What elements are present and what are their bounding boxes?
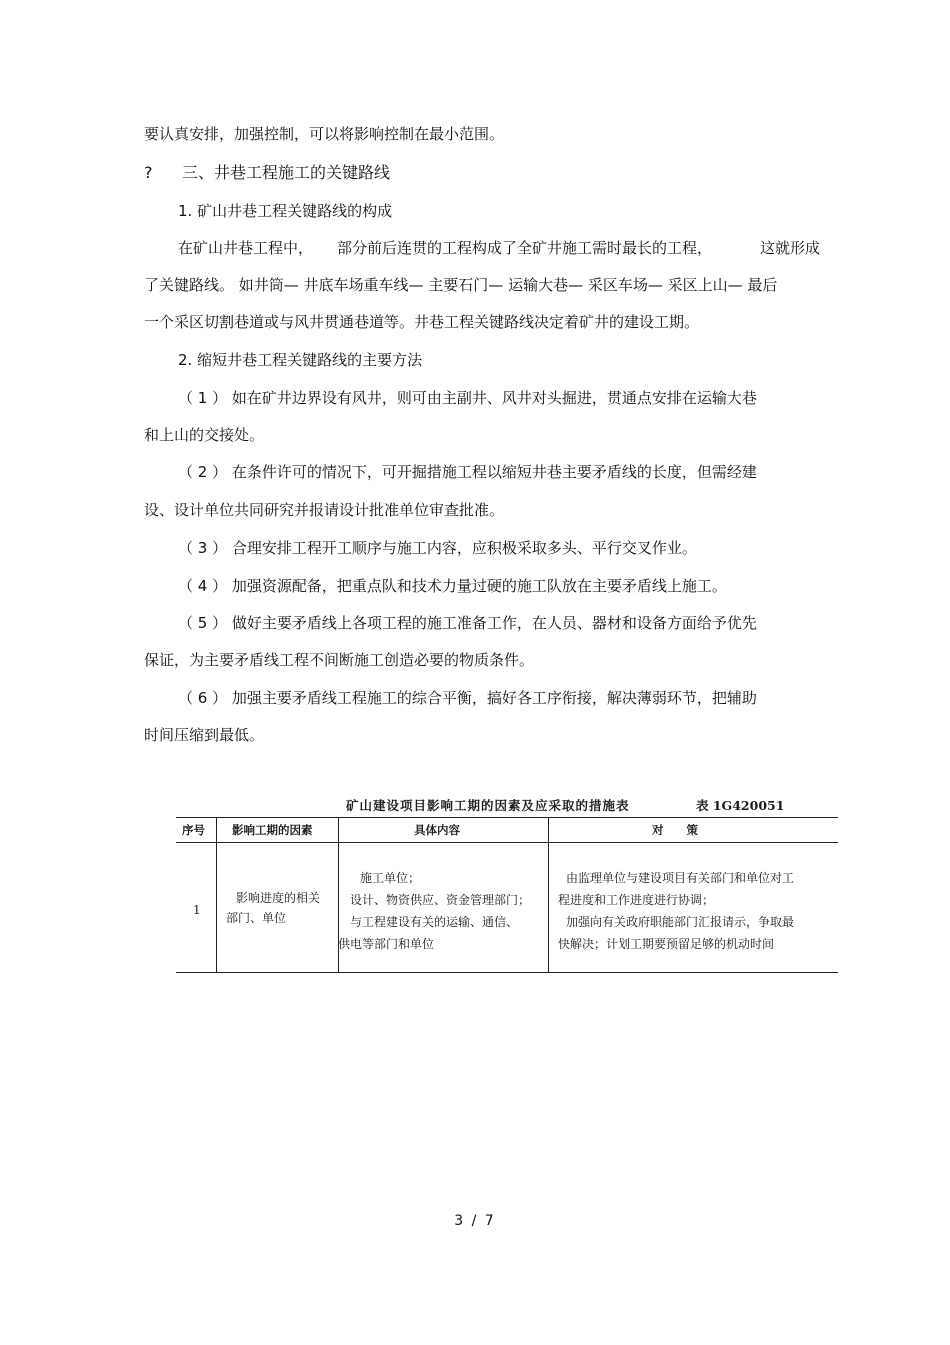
paragraph-line: 和上山的交接处。 — [144, 426, 265, 444]
table-header-content: 具体内容 — [414, 823, 460, 837]
table-cell-content: 与工程建设有关的运输、通信、 — [350, 915, 519, 929]
page-number: 3 / 7 — [454, 1213, 496, 1229]
table-col-divider — [216, 817, 217, 972]
table-cell-factor: 部门、单位 — [226, 911, 287, 925]
subheading-2: 2. 缩短井巷工程关键路线的主要方法 — [178, 351, 423, 369]
table-header-measures: 对 策 — [652, 823, 698, 837]
table-cell-measures: 程进度和工作进度进行协调； — [558, 893, 715, 907]
table-cell-content: 施工单位； — [360, 871, 421, 885]
paragraph-line: 了关键路线。 如井筒— 井底车场重车线— 主要石门— 运输大巷— 采区车场— 采区上山— 最后 — [144, 276, 778, 294]
subheading-1: 1. 矿山井巷工程关键路线的构成 — [178, 202, 393, 220]
paragraph-line — [178, 238, 820, 258]
table-cell-measures: 加强向有关政府职能部门汇报请示，争取最 — [566, 915, 795, 929]
measures-table — [176, 796, 838, 978]
table-header-index: 序号 — [182, 823, 205, 837]
table-cell-index: 1 — [193, 903, 201, 917]
table-rule-header — [176, 842, 838, 843]
paragraph-line: 保证，为主要矛盾线工程不间断施工创造必要的物质条件。 — [144, 651, 535, 669]
table-header-factor: 影响工期的因素 — [232, 823, 313, 837]
table-code: 表 1G420051 — [696, 798, 785, 813]
paragraph-fragment: 在矿山井巷工程中， — [178, 239, 314, 257]
paragraph-line: 要认真安排，加强控制，可以将影响控制在最小范围。 — [144, 125, 505, 143]
table-title: 矿山建设项目影响工期的因素及应采取的措施表 — [346, 798, 630, 813]
section-heading — [144, 163, 390, 183]
table-cell-content: 供电等部门和单位 — [338, 937, 435, 951]
table-rule-top — [176, 817, 838, 818]
table-rule-bottom — [176, 972, 838, 973]
paragraph-line: 时间压缩到最低。 — [144, 726, 265, 744]
list-item-5: （ 5 ） 做好主要矛盾线上各项工程的施工准备工作，在人员、器材和设备方面给予优先 — [178, 614, 757, 632]
paragraph-fragment: 部分前后连贯的工程构成了全矿井施工需时最长的工程， — [337, 239, 713, 257]
table-cell-content: 设计、物资供应、资金管理部门； — [350, 893, 531, 907]
list-item-6: （ 6 ） 加强主要矛盾线工程施工的综合平衡，搞好各工序衔接，解决薄弱环节，把辅助 — [178, 689, 757, 707]
paragraph-line: 一个采区切割巷道或与风井贯通巷道等。井巷工程关键路线决定着矿井的建设工期。 — [144, 313, 700, 331]
table-cell-measures: 由监理单位与建设项目有关部门和单位对工 — [566, 871, 795, 885]
list-item-1: （ 1 ） 如在矿井边界设有风井，则可由主副井、风井对头掘进，贯通点安排在运输大巷 — [178, 389, 757, 407]
table-cell-measures: 快解决；计划工期要预留足够的机动时间 — [558, 937, 775, 951]
list-item-4: （ 4 ） 加强资源配备，把重点队和技术力量过硬的施工队放在主要矛盾线上施工。 — [178, 577, 727, 595]
paragraph-fragment: 这就形成 — [760, 239, 821, 257]
list-item-3: （ 3 ） 合理安排工程开工顺序与施工内容，应积极采取多头、平行交叉作业。 — [178, 539, 697, 557]
table-col-divider — [548, 817, 549, 972]
table-cell-factor: 影响进度的相关 — [236, 891, 321, 905]
section-heading-text: 三、井巷工程施工的关键路线 — [182, 163, 391, 182]
list-item-2: （ 2 ） 在条件许可的情况下，可开掘措施工程以缩短井巷主要矛盾线的长度，但需经建 — [178, 463, 757, 481]
paragraph-line: 设、设计单位共同研究并报请设计批准单位审查批准。 — [144, 501, 505, 519]
heading-marker: ? — [144, 163, 153, 182]
